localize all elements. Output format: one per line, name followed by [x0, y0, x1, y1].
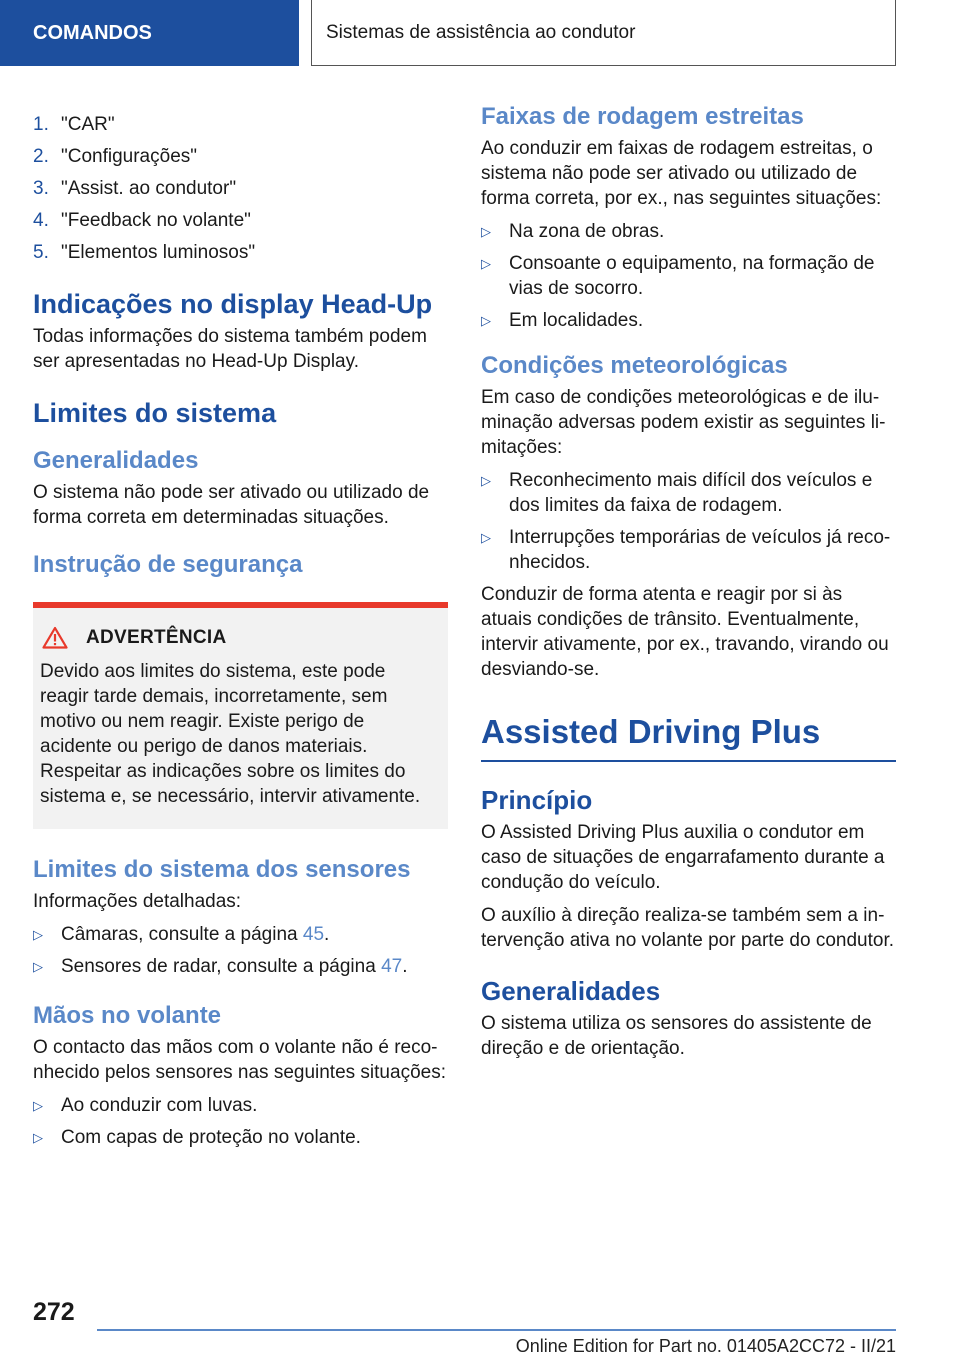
- sensor-heading: Limites do sistema dos sensores: [33, 856, 411, 883]
- step-number: 1.: [33, 114, 49, 135]
- principle-heading: Princípio: [481, 785, 593, 815]
- step-text: "CAR": [61, 114, 115, 135]
- bullet-triangle-icon: ▷: [481, 313, 491, 328]
- page-link-47[interactable]: 47: [381, 956, 403, 977]
- hud-heading: Indicações no display Head-Up: [33, 289, 433, 319]
- page-header: [0, 0, 960, 66]
- general-text-right: O sistema utiliza os sensores do assistente de direção e de orientação.: [481, 1013, 872, 1059]
- page-link-45[interactable]: 45: [302, 924, 325, 945]
- list-item-text: Reconhecimento mais difícil dos veículos e dos limites da faixa de rodagem.: [509, 470, 873, 516]
- list-item: [33, 240, 448, 265]
- list-item-text: Em localidades.: [509, 310, 644, 331]
- sensor-list: [33, 922, 448, 979]
- period: .: [324, 924, 330, 945]
- footer-divider: [97, 1329, 896, 1331]
- list-item-text: Com capas de proteção no volante.: [61, 1127, 361, 1148]
- list-item: [481, 525, 896, 575]
- list-item: [481, 219, 896, 244]
- step-text: "Feedback no volante": [61, 210, 251, 231]
- adp-heading: Assisted Driving Plus: [481, 710, 896, 762]
- hands-list: [33, 1093, 448, 1150]
- warning-triangle-icon: [40, 626, 74, 649]
- list-item: [33, 954, 448, 979]
- safety-heading: Instrução de segurança: [33, 551, 303, 578]
- list-item: [33, 208, 448, 233]
- steps-list: [33, 112, 448, 265]
- list-item: [33, 1093, 448, 1118]
- step-number: 5.: [33, 242, 49, 263]
- hands-heading: Mãos no volante: [33, 1002, 222, 1029]
- weather-text: Em caso de condições meteorológicas e de iluminação adversas podem existir as seguintes limitações:: [481, 387, 886, 458]
- list-item: [33, 1125, 448, 1150]
- warning-box: [33, 602, 448, 829]
- period: .: [402, 956, 408, 977]
- bullet-triangle-icon: ▷: [33, 959, 43, 974]
- list-item-text: Na zona de obras.: [509, 221, 665, 242]
- warning-text: Devido aos limites do sistema, este pode reagir tarde demais, incorretamente, sem motivo ou nem reagir. Existe perigo de acidente ou perigo de danos materiais. Respeitar as indicações sobre os limites do sistema e, se necessário, intervir ativamente.: [40, 661, 421, 807]
- weather-outro: Conduzir de forma atenta e reagir por si às atuais condições de trânsito. Eventualmente, intervir ativamente, por ex., travando, virando ou desviando-se.: [481, 584, 889, 680]
- warning-title: ADVERTÊNCIA: [86, 626, 227, 648]
- list-item: [33, 176, 448, 201]
- list-item-text: Ao conduzir com luvas.: [61, 1095, 258, 1116]
- principle-text-1: O Assisted Driving Plus auxilia o condutor em caso de situações de engarrafamento durante a condução do veículo.: [481, 822, 885, 893]
- narrow-heading: Faixas de rodagem estreitas: [481, 103, 804, 130]
- list-item: [33, 922, 448, 947]
- bullet-triangle-icon: ▷: [33, 927, 43, 942]
- sensor-item-text: Câmaras, consulte a página: [61, 924, 303, 945]
- general-text: O sistema não pode ser ativado ou utilizado de forma correta em determinadas situações.: [33, 482, 430, 528]
- step-text: "Assist. ao condutor": [61, 178, 237, 199]
- narrow-text: Ao conduzir em faixas de rodagem estreitas, o sistema não pode ser ativado ou utilizado de forma correta, por ex., nas seguintes situações:: [481, 138, 882, 209]
- section-tab: COMANDOS: [0, 0, 299, 66]
- warning-header: [40, 626, 438, 649]
- weather-heading: Condições meteorológicas: [481, 352, 788, 379]
- list-item-text: Interrupções temporárias de veículos já reconhecidos.: [509, 527, 891, 573]
- list-item: [33, 144, 448, 169]
- step-number: 3.: [33, 178, 49, 199]
- footer-edition: Online Edition for Part no. 01405A2CC72 - II/21: [515, 1336, 896, 1356]
- general-heading-right: Generalidades: [481, 976, 661, 1006]
- list-item-text: [61, 954, 407, 979]
- bullet-triangle-icon: ▷: [481, 473, 491, 488]
- bullet-triangle-icon: ▷: [33, 1098, 43, 1113]
- list-item-text: Consoante o equipamento, na formação de vias de socorro.: [509, 253, 875, 299]
- step-text: "Configurações": [61, 146, 198, 167]
- left-column: [33, 100, 448, 1157]
- page-number: 272: [33, 1298, 75, 1326]
- sensor-item-text: Sensores de radar, consulte a página: [61, 956, 382, 977]
- weather-list: [481, 468, 896, 575]
- hud-text: Todas informações do sistema também podem ser apresentadas no Head-Up Display.: [33, 326, 427, 372]
- bullet-triangle-icon: ▷: [33, 1130, 43, 1145]
- chapter-title: Sistemas de assistência ao condutor: [311, 0, 896, 66]
- step-number: 2.: [33, 146, 49, 167]
- principle-text-2: O auxílio à direção realiza-se também sem a intervenção ativa no volante por parte do condutor.: [481, 905, 894, 951]
- limits-heading: Limites do sistema: [33, 398, 277, 428]
- list-item: [481, 468, 896, 518]
- bullet-triangle-icon: ▷: [481, 256, 491, 271]
- list-item: [481, 251, 896, 301]
- general-heading: Generalidades: [33, 447, 199, 474]
- right-column: [481, 100, 896, 1061]
- list-item: [33, 112, 448, 137]
- step-number: 4.: [33, 210, 49, 231]
- sensor-intro: Informações detalhadas:: [33, 891, 242, 912]
- bullet-triangle-icon: ▷: [481, 530, 491, 545]
- list-item-text: [61, 922, 329, 947]
- narrow-list: [481, 219, 896, 333]
- bullet-triangle-icon: ▷: [481, 224, 491, 239]
- step-text: "Elementos luminosos": [61, 242, 256, 263]
- list-item: [481, 308, 896, 333]
- hands-text: O contacto das mãos com o volante não é reconhecido pelos sensores nas seguintes situações:: [33, 1037, 446, 1083]
